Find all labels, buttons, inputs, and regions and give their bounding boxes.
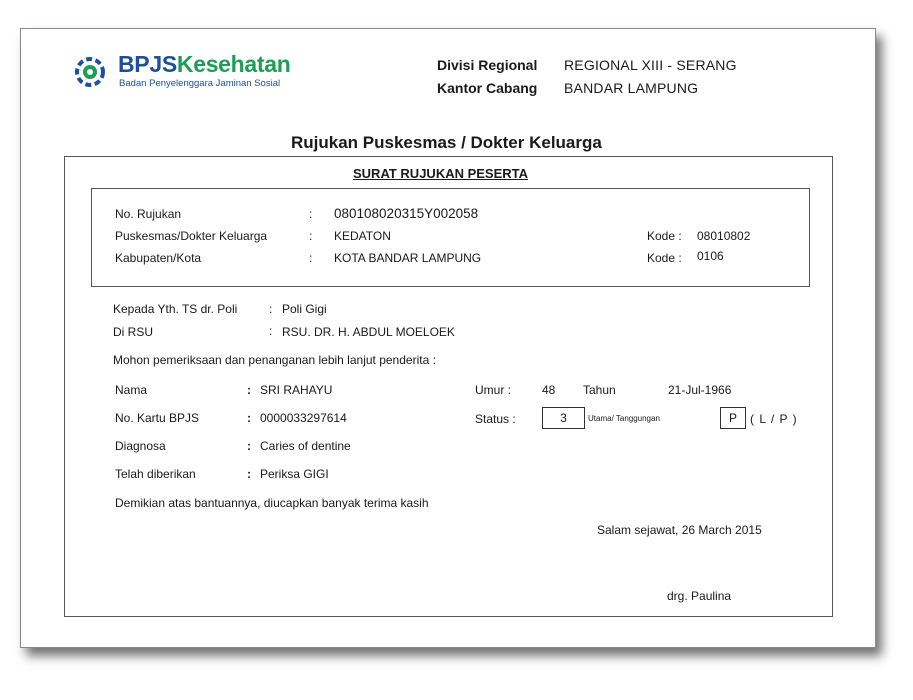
colon: : (309, 207, 313, 221)
brand-subtitle: Badan Penyelenggara Jaminan Sosial (119, 78, 281, 89)
rsu-label: Di RSU (113, 325, 154, 339)
kartu-value: 0000033297614 (260, 411, 347, 425)
thanks-text: Demikian atas bantuannya, diucapkan banyak terima kasih (115, 496, 429, 510)
colon: : (247, 383, 251, 397)
umur-label: Umur : (475, 383, 511, 397)
request-text: Mohon pemeriksaan dan penanganan lebih lanjut penderita : (113, 353, 436, 367)
no-rujukan-label: No. Rujukan (115, 207, 182, 221)
colon: : (309, 229, 313, 243)
status-box: 3 (542, 407, 585, 429)
puskesmas-value: KEDATON (334, 229, 391, 243)
diberikan-value: Periksa GIGI (260, 467, 329, 481)
kepada-value: Poli Gigi (282, 302, 327, 316)
sex-options: ( L / P ) (750, 412, 798, 426)
nama-label: Nama (115, 383, 148, 397)
kode-label: Kode : (647, 229, 682, 243)
umur-value: 48 (542, 383, 556, 397)
colon: : (247, 439, 251, 453)
diagnosa-label: Diagnosa (115, 439, 166, 453)
no-rujukan-value: 080108020315Y002058 (334, 206, 479, 221)
kode-puskesmas-value: 08010802 (697, 229, 751, 243)
bpjs-logo-icon (72, 54, 108, 90)
colon: : (247, 411, 251, 425)
kepada-label: Kepada Yth. TS dr. Poli (113, 302, 238, 316)
nama-value: SRI RAHAYU (260, 383, 333, 397)
divisi-value: REGIONAL XIII - SERANG (564, 57, 737, 73)
referral-document (20, 28, 876, 648)
brand-part-kesehatan: Kesehatan (176, 51, 291, 77)
kantor-value: BANDAR LAMPUNG (564, 80, 699, 96)
kantor-label: Kantor Cabang (437, 80, 538, 96)
brand-part-bpjs: BPJS (118, 51, 177, 77)
diagnosa-value: Caries of dentine (260, 439, 351, 453)
colon: : (269, 324, 273, 338)
divisi-label: Divisi Regional (437, 57, 538, 73)
sex-box: P (720, 407, 746, 429)
brand-name (118, 51, 291, 78)
salam-date: Salam sejawat, 26 March 2015 (597, 523, 762, 537)
date-of-birth: 21-Jul-1966 (668, 383, 732, 397)
diberikan-label: Telah diberikan (115, 467, 196, 481)
kartu-label: No. Kartu BPJS (115, 411, 200, 425)
rsu-value: RSU. DR. H. ABDUL MOELOEK (282, 325, 455, 339)
colon: : (247, 467, 251, 481)
kode-kabupaten-value: 0106 (697, 249, 724, 263)
colon: : (309, 251, 313, 265)
document-title: Rujukan Puskesmas / Dokter Keluarga (291, 133, 602, 152)
kabupaten-value: KOTA BANDAR LAMPUNG (334, 251, 482, 265)
puskesmas-label: Puskesmas/Dokter Keluarga (115, 229, 268, 243)
kabupaten-label: Kabupaten/Kota (115, 251, 202, 265)
surat-title: SURAT RUJUKAN PESERTA (353, 166, 529, 181)
tahun-label: Tahun (583, 383, 616, 397)
status-label: Status : (475, 412, 516, 426)
kode-label: Kode : (647, 251, 682, 265)
colon: : (269, 302, 273, 316)
signature-name: drg. Paulina (667, 589, 732, 603)
status-description: Utama/ Tanggungan (588, 414, 660, 423)
